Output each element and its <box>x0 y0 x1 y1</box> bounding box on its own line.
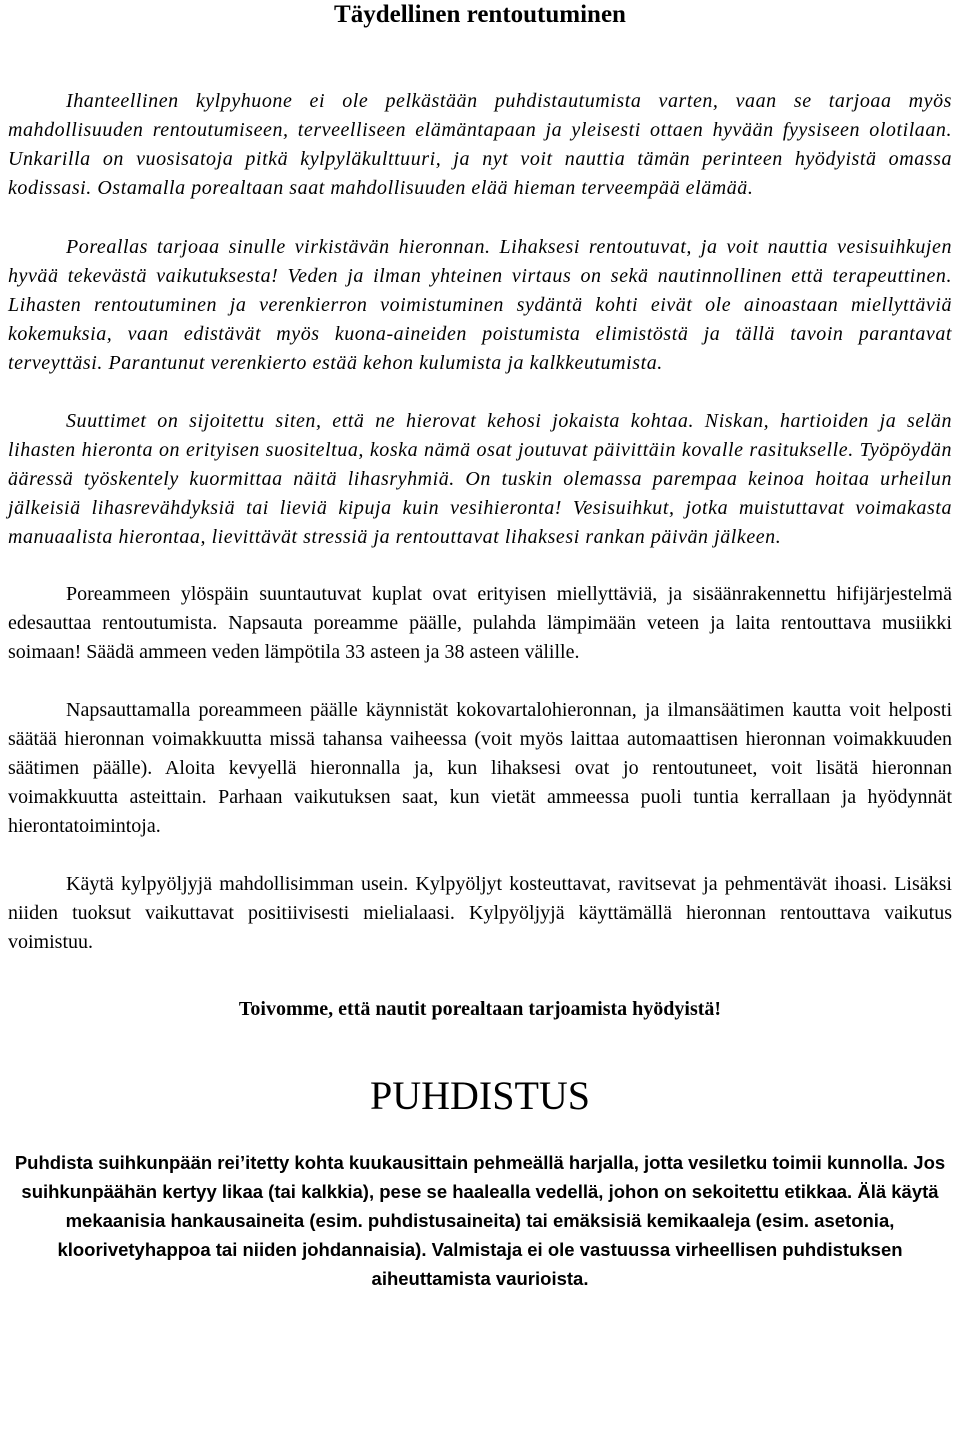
bubbles-paragraph: Poreammeen ylöspäin suuntautuvat kuplat ovat erityisen miellyttäviä, ja sisäänrakennettu hifijärjestelmä edesauttaa rentoutumista. Napsauta poreamme päälle, pulahda lämpimään veteen ja laita rentouttava musiikki soimaan! Säädä ammeen veden lämpötila 33 asteen ja 38 asteen välille. <box>8 583 952 663</box>
closing-line: Toivomme, että nautit porealtaan tarjoamista hyödyistä! <box>238 998 722 1020</box>
bath-oil-paragraph: Käytä kylpyöljyjä mahdollisimman usein. Kylpyöljyt kosteuttavat, ravitsevat ja pehmentävät ihoasi. Lisäksi niiden tuoksut vaikuttavat positiivisesti mielialaasi. Kylpyöljyjä käyttämällä hieronnan rentouttava vaikutus voimistuu. <box>8 873 952 953</box>
operation-paragraph: Napsauttamalla poreammeen päälle käynnistät kokovartalohieronnan, ja ilmansäätimen kautta voit helposti säätää hieronnan voimakkuutta missä tahansa vaiheessa (voit myös laittaa automaattisen hieronnan voimakkuuden säätimen päälle). Aloita kevyellä hieronnalla ja, kun lihaksesi ovat jo rentoutuneet, voit lisätä hieronnan voimakkuutta asteittain. Parhaan vaikutuksen saat, kun vietät ammeessa puoli tuntia kerrallaan ja hyödynnät hierontatoimintoja. <box>8 699 952 837</box>
nozzles-paragraph: Suuttimet on sijoitettu siten, että ne hierovat kehosi jokaista kohtaa. Niskan, hartioiden ja selän lihasten hieronta on erityisen suositeltua, koska nämä osat joutuvat päivittäin kovalle rasitukselle. Työpöydän ääressä työskentely kuormittaa näitä lihasryhmiä. On tuskin olemassa parempaa keinoa hoitaa urheilun jälkeisiä lihasrevähdyksiä tai lieviä kipuja kuin vesihieronta! Vesisuihkut, jotka muistuttavat voimakasta manuaalista hierontaa, lievittävät stressiä ja rentouttavat lihaksesi rankan päivän jälkeen. <box>8 410 952 548</box>
massage-paragraph: Poreallas tarjoaa sinulle virkistävän hieronnan. Lihaksesi rentoutuvat, ja voit nauttia vesisuihkujen hyvää tekevästä vaikutuksesta! Veden ja ilman yhteinen virtaus on sekä nautinnollinen että terapeuttinen. Lihasten rentoutuminen ja verenkierron voimistuminen sydäntä kohti eivät ole ainoastaan miellyttäviä kokemuksia, vaan edistävät myös kuona-aineiden poistumista elimistöstä ja tällä tavoin parantavat terveyttäsi. Parantunut verenkierto estää kehon kulumista ja kalkkeutumista. <box>8 236 952 374</box>
cleaning-instructions: Puhdista suihkunpään rei’itetty kohta kuukausittain pehmeällä harjalla, jotta vesiletku toimii kunnolla. Jos suihkunpäähän kertyy likaa (tai kalkkia), pese se haalealla vedellä, johon on sekoitettu etikkaa. Älä käytä mekaanisia hankausaineita (esim. puhdistusaineita) tai emäksisiä kemikaaleja (esim. asetonia, kloorivetyhappoa tai niiden johdannaisia). Valmistaja ei ole vastuussa virheellisen puhdistuksen aiheuttamista vaurioista. <box>14 1152 946 1289</box>
page-title: Täydellinen rentoutuminen <box>334 1 626 28</box>
intro-paragraph: Ihanteellinen kylpyhuone ei ole pelkästään puhdistautumista varten, vaan se tarjoaa myös mahdollisuuden rentoutumiseen, terveelliseen elämäntapaan ja yleisesti ottaen hyvään fyysiseen olotilaan. Unkarilla on vuosisatoja pitkä kylpyläkulttuuri, ja nyt voit nauttia tämän perinteen hyödyistä omassa kodissasi. Ostamalla porealtaan saat mahdollisuuden elää hieman terveempää elämää. <box>8 90 952 199</box>
section-title-cleaning: PUHDISTUS <box>369 1073 591 1118</box>
